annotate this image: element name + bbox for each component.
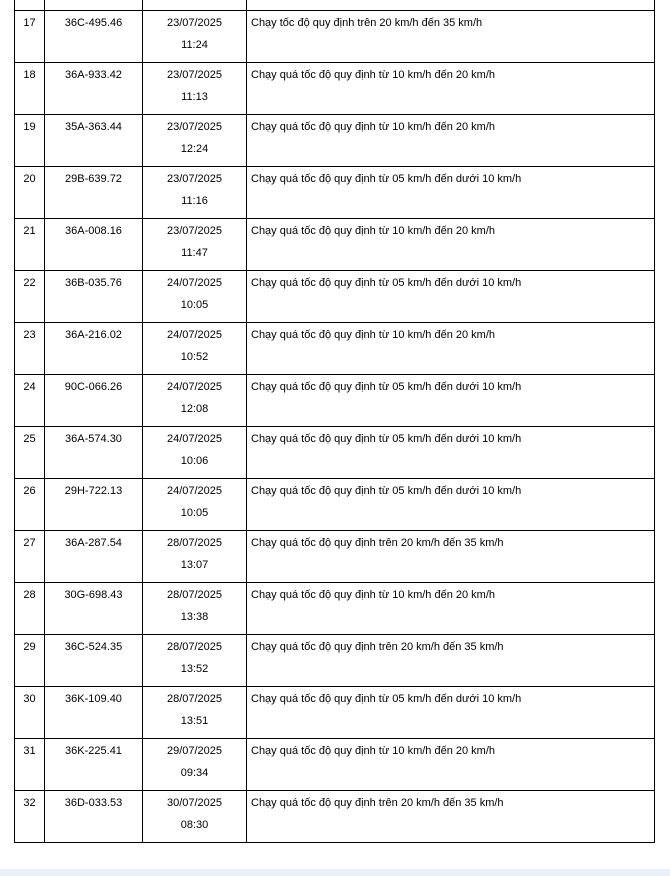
row-number-cell: 24 <box>15 375 45 427</box>
violation-description-cell: Chạy quá tốc độ quy định từ 05 km/h đến dưới 10 km/h <box>247 167 655 219</box>
table-row <box>15 375 655 427</box>
violation-date: 23/07/2025 <box>166 69 223 81</box>
violation-datetime-cell <box>143 479 247 531</box>
violation-date: 28/07/2025 <box>166 589 223 601</box>
license-plate-cell: 90C-066.26 <box>45 375 143 427</box>
violations-table-body <box>15 0 655 843</box>
violation-datetime-cell <box>143 739 247 791</box>
license-plate-cell: 36K-225.41 <box>45 739 143 791</box>
violation-datetime-cell <box>143 427 247 479</box>
row-number-cell: 18 <box>15 63 45 115</box>
license-plate-cell: 35A-363.44 <box>45 115 143 167</box>
violation-datetime-cell <box>143 219 247 271</box>
license-plate-cell <box>45 0 143 11</box>
table-row <box>15 791 655 843</box>
violation-time: 08:30 <box>180 819 209 831</box>
violation-date: 23/07/2025 <box>166 121 223 133</box>
license-plate-cell: 36A-933.42 <box>45 63 143 115</box>
violation-description-cell: Chạy quá tốc độ quy định từ 10 km/h đến 20 km/h <box>247 583 655 635</box>
row-number-cell: 26 <box>15 479 45 531</box>
table-row <box>15 63 655 115</box>
license-plate-cell: 36C-524.35 <box>45 635 143 687</box>
violation-date: 28/07/2025 <box>166 641 223 653</box>
violation-description-cell: Chạy quá tốc độ quy định trên 20 km/h đến 35 km/h <box>247 635 655 687</box>
license-plate-cell: 30G-698.43 <box>45 583 143 635</box>
row-number-cell: 20 <box>15 167 45 219</box>
violation-description-cell: Chạy quá tốc độ quy định từ 05 km/h đến dưới 10 km/h <box>247 687 655 739</box>
row-number-cell: 25 <box>15 427 45 479</box>
violation-datetime-cell <box>143 167 247 219</box>
table-row <box>15 687 655 739</box>
violation-datetime-cell <box>143 63 247 115</box>
violation-time: 10:05 <box>180 299 209 311</box>
violation-time: 10:52 <box>180 351 209 363</box>
violation-date: 24/07/2025 <box>166 485 223 497</box>
violation-date: 24/07/2025 <box>166 277 223 289</box>
violation-description-cell: Chạy quá tốc độ quy định từ 10 km/h đến 20 km/h <box>247 219 655 271</box>
violation-time: 11:13 <box>181 91 208 103</box>
violation-description-cell: Chạy tốc độ quy định trên 20 km/h đến 35 km/h <box>247 11 655 63</box>
violation-datetime-cell <box>143 271 247 323</box>
violation-datetime-cell <box>143 375 247 427</box>
violation-date: 23/07/2025 <box>166 17 223 29</box>
violation-description-cell: Chạy quá tốc độ quy định trên 20 km/h đến 35 km/h <box>247 531 655 583</box>
violation-description-cell: Chạy quá tốc độ quy định từ 10 km/h đến 20 km/h <box>247 115 655 167</box>
license-plate-cell: 36D-033.53 <box>45 791 143 843</box>
license-plate-cell: 36K-109.40 <box>45 687 143 739</box>
violation-time: 13:51 <box>180 715 209 727</box>
license-plate-cell: 36A-574.30 <box>45 427 143 479</box>
license-plate-cell: 36A-287.54 <box>45 531 143 583</box>
violation-description-cell: Chạy quá tốc độ quy định từ 05 km/h đến dưới 10 km/h <box>247 375 655 427</box>
row-number-cell: 31 <box>15 739 45 791</box>
violation-datetime-cell <box>143 323 247 375</box>
violation-date: 24/07/2025 <box>166 381 223 393</box>
violation-description-cell: Chạy quá tốc độ quy định từ 05 km/h đến dưới 10 km/h <box>247 479 655 531</box>
table-row <box>15 531 655 583</box>
violation-time: 11:16 <box>181 195 208 207</box>
violation-date: 28/07/2025 <box>166 693 223 705</box>
violation-date: 29/07/2025 <box>166 745 223 757</box>
violation-time: 12:24 <box>180 143 209 155</box>
license-plate-cell: 29B-639.72 <box>45 167 143 219</box>
table-row <box>15 635 655 687</box>
table-row <box>15 11 655 63</box>
violation-datetime-cell <box>143 0 247 11</box>
violation-date: 30/07/2025 <box>166 797 223 809</box>
license-plate-cell: 36A-008.16 <box>45 219 143 271</box>
row-number-cell: 23 <box>15 323 45 375</box>
violation-date: 24/07/2025 <box>166 329 223 341</box>
violation-time: 13:52 <box>180 663 209 675</box>
violation-time: 13:38 <box>180 611 209 623</box>
table-row <box>15 115 655 167</box>
row-number-cell: 21 <box>15 219 45 271</box>
row-number-cell: 32 <box>15 791 45 843</box>
license-plate-cell: 36C-495.46 <box>45 11 143 63</box>
violation-datetime-cell <box>143 687 247 739</box>
row-number-cell: 30 <box>15 687 45 739</box>
table-row <box>15 323 655 375</box>
table-row <box>15 219 655 271</box>
violation-datetime-cell <box>143 531 247 583</box>
table-row <box>15 583 655 635</box>
violation-time: 11:47 <box>181 247 208 259</box>
table-row <box>15 167 655 219</box>
violation-description-cell: Chạy quá tốc độ quy định trên 20 km/h đến 35 km/h <box>247 791 655 843</box>
table-row <box>15 0 655 11</box>
row-number-cell <box>15 0 45 11</box>
violations-table <box>14 0 655 843</box>
violation-datetime-cell <box>143 791 247 843</box>
violation-description-cell: Chạy quá tốc độ quy định từ 10 km/h đến 20 km/h <box>247 63 655 115</box>
license-plate-cell: 29H-722.13 <box>45 479 143 531</box>
violation-description-cell: Chạy quá tốc độ quy định từ 10 km/h đến 20 km/h <box>247 739 655 791</box>
violation-time: 12:08 <box>180 403 209 415</box>
violation-datetime-cell <box>143 583 247 635</box>
table-row <box>15 739 655 791</box>
violation-date: 28/07/2025 <box>166 537 223 549</box>
row-number-cell: 22 <box>15 271 45 323</box>
license-plate-cell: 36B-035.76 <box>45 271 143 323</box>
violation-date: 23/07/2025 <box>166 225 223 237</box>
violation-time: 10:05 <box>180 507 209 519</box>
row-number-cell: 27 <box>15 531 45 583</box>
license-plate-cell: 36A-216.02 <box>45 323 143 375</box>
violation-time: 10:06 <box>180 455 209 467</box>
violation-datetime-cell <box>143 635 247 687</box>
violation-datetime-cell <box>143 11 247 63</box>
violation-time: 13:07 <box>180 559 209 571</box>
violation-time: 09:34 <box>180 767 209 779</box>
row-number-cell: 28 <box>15 583 45 635</box>
row-number-cell: 17 <box>15 11 45 63</box>
violation-description-cell: Chạy quá tốc độ quy định từ 05 km/h đến dưới 10 km/h <box>247 427 655 479</box>
row-number-cell: 19 <box>15 115 45 167</box>
violation-description-cell: Chạy quá tốc độ quy định từ 10 km/h đến 20 km/h <box>247 323 655 375</box>
violation-description-cell <box>247 0 655 11</box>
violation-description-cell: Chạy quá tốc độ quy định từ 05 km/h đến dưới 10 km/h <box>247 271 655 323</box>
table-row <box>15 479 655 531</box>
violation-time: 11:24 <box>181 39 208 51</box>
violation-date: 23/07/2025 <box>166 173 223 185</box>
table-row <box>15 427 655 479</box>
page-bottom-strip <box>0 869 670 876</box>
violation-datetime-cell <box>143 115 247 167</box>
violation-date: 24/07/2025 <box>166 433 223 445</box>
row-number-cell: 29 <box>15 635 45 687</box>
table-row <box>15 271 655 323</box>
